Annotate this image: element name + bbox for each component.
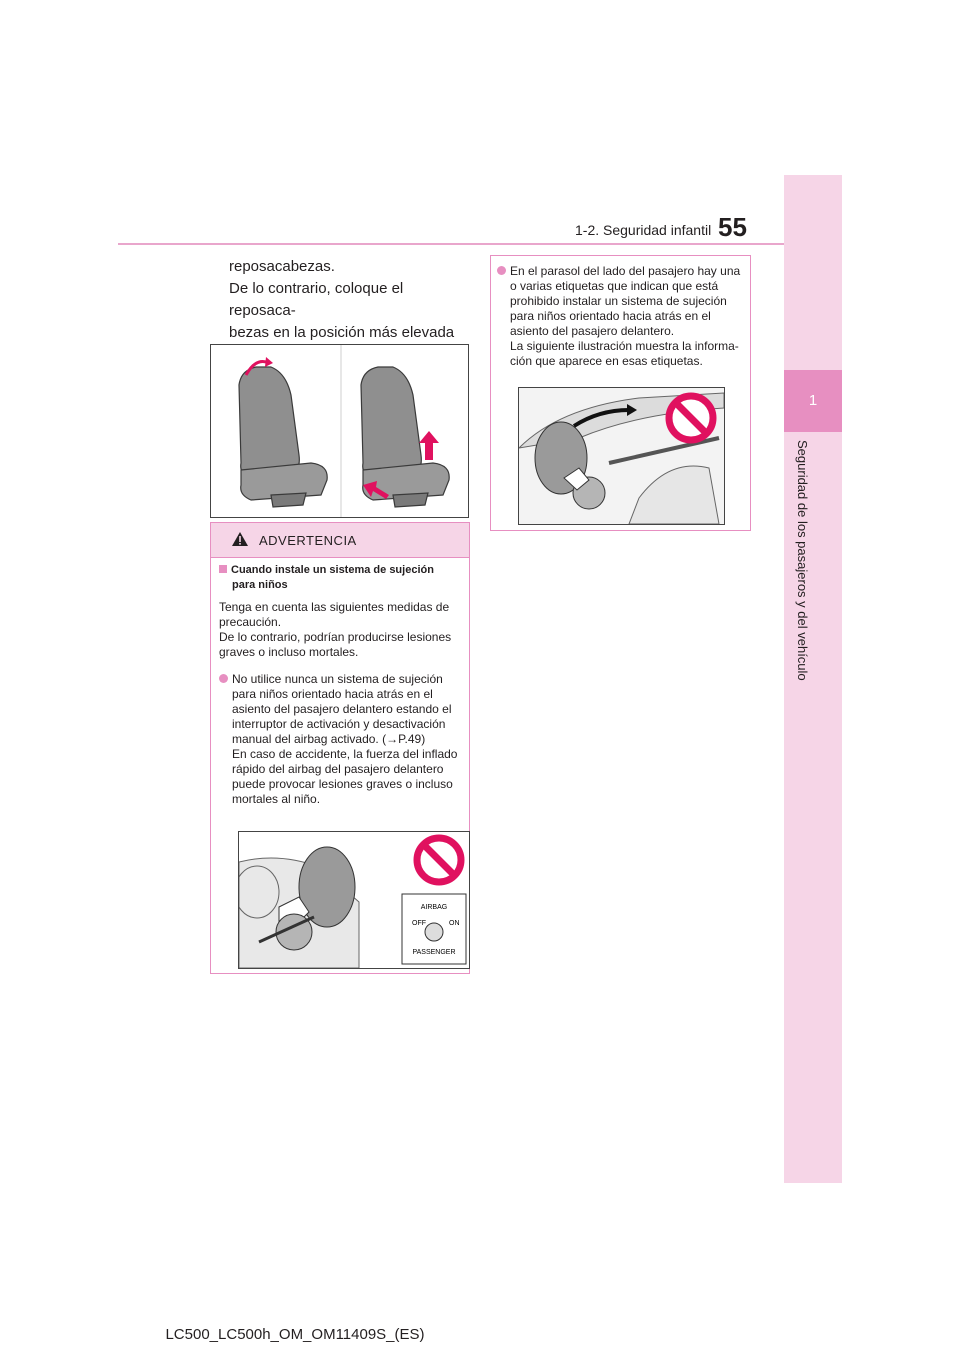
warning-intro-line: Tenga en cuenta las siguientes medidas de [219,600,450,614]
bullet-line: para niños orientado hacia atrás en el [232,687,433,701]
sunvisor-line: para niños orientado hacia atrás en el [510,309,711,323]
bullet-line: mortales al niño. [232,792,321,806]
bullet-line: En caso de accidente, la fuerza del inflado [232,747,458,761]
label-off: OFF [412,920,426,927]
warning-heading [219,563,459,593]
warning-heading-line: Cuando instale un sistema de sujeción [231,564,434,576]
bullet-line: rápido del airbag del pasajero delantero [232,762,444,776]
seats-drawing [211,345,468,517]
chapter-title: Seguridad de los pasajeros y del vehículo [795,440,810,681]
bullet-line: puede provocar lesiones graves o incluso [232,777,453,791]
round-bullet-icon [219,674,228,683]
warning-triangle-icon [231,531,249,550]
warning-intro-line: precaución. [219,615,282,629]
chapter-number: 1 [784,370,842,432]
sunvisor-line: asiento del pasajero delantero. [510,324,675,338]
sunvisor-line: o varias etiquetas que indican que está [510,279,719,293]
warning-bullet [219,672,464,807]
sunvisor-line: prohibido instalar un sistema de sujeción [510,294,727,308]
warning-title: ADVERTENCIA [259,533,357,548]
warning-intro [219,600,464,660]
sunvisor-illustration [518,387,725,525]
footer-code: LC500_LC500h_OM_OM11409S_(ES) [165,1326,425,1343]
header-rule [118,243,784,245]
airbag-drawing [239,832,469,968]
warning-intro-line: graves o incluso mortales. [219,645,359,659]
sunvisor-text [497,264,747,369]
airbag-balloon [299,847,355,927]
square-bullet-icon [219,565,227,573]
label-on: ON [449,920,460,927]
sunvisor-line: En el parasol del lado del pasajero hay una [510,264,741,278]
intro-line: reposacabezas. [229,258,335,275]
airbag-switch-illustration [238,831,470,969]
bullet-line: interruptor de activación y desactivación [232,717,446,731]
warning-header [211,523,469,558]
bullet-line: asiento del pasajero delantero estando el [232,702,452,716]
section-title: 1-2. Seguridad infantil [575,222,712,238]
label-airbag: AIRBAG [420,904,448,911]
sunvisor-box [490,255,751,531]
warning-box [210,522,470,974]
intro-line: De lo contrario, coloque el reposaca- [229,280,404,319]
seat-left [239,367,327,507]
sunvisor-line: ción que aparece en esas etiquetas. [510,354,703,368]
label-passenger: PASSENGER [412,949,456,956]
warning-intro-line: De lo contrario, podrían producirse lesiones [219,630,452,644]
bullet-line: No utilice nunca un sistema de sujeción [232,672,443,686]
sunvisor-line: La siguiente ilustración muestra la informa- [510,339,739,353]
sunvisor-drawing [519,388,724,524]
footer [0,1326,960,1343]
bullet-line: manual del airbag activado. (→P.49) [232,732,426,746]
headrest-illustration [210,344,469,518]
page-number: 55 [718,212,747,242]
round-bullet-icon [497,266,506,275]
intro-line: bezas en la posición más elevada [229,324,455,341]
warning-heading-line: para niños [232,579,288,591]
arrow-up [419,431,439,460]
